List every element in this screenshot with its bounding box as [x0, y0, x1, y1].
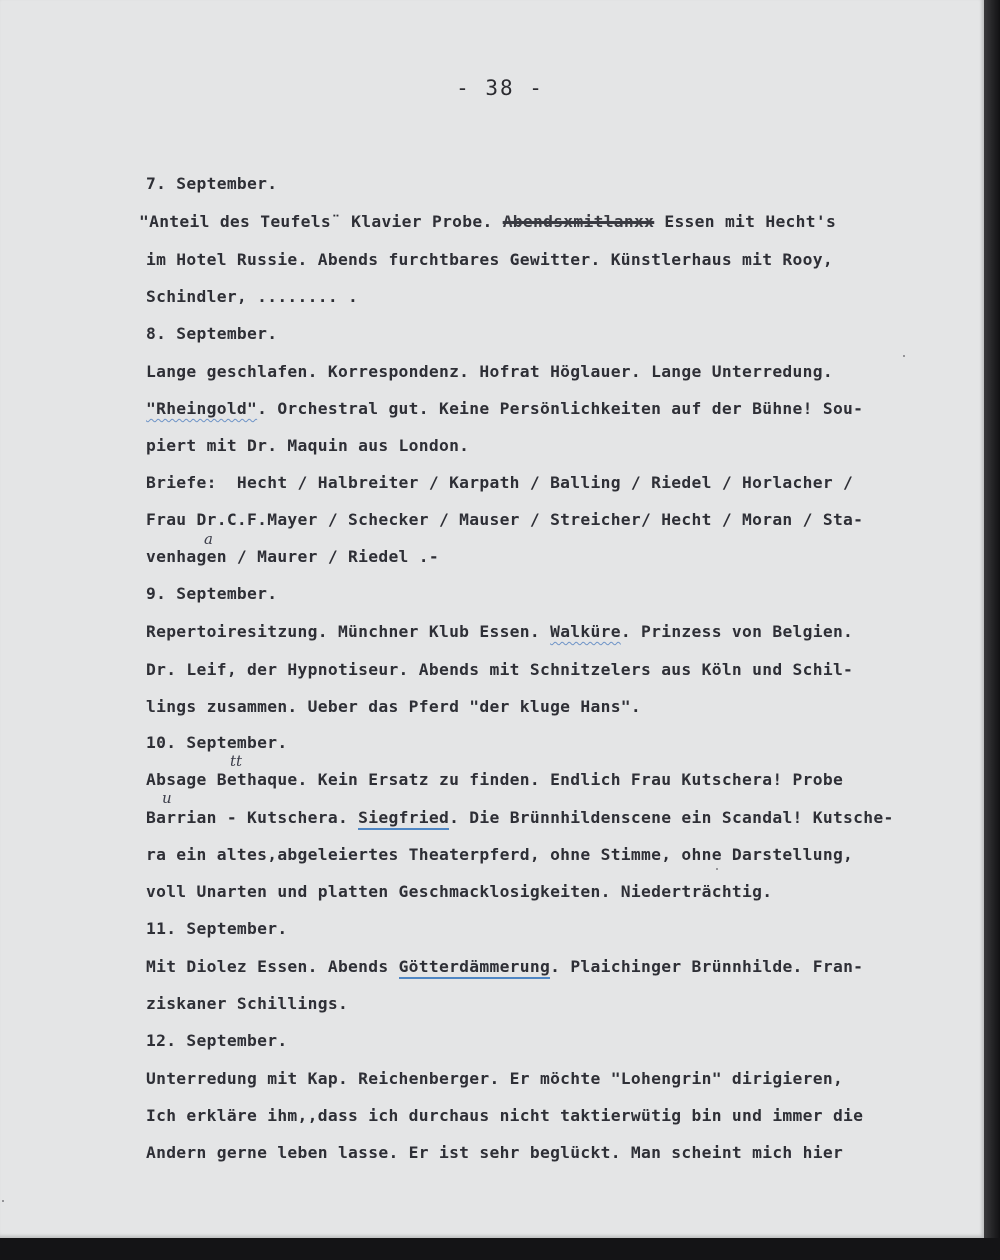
underlined-opera-title: Siegfried — [358, 808, 449, 830]
text-line-8: piert mit Dr. Maquin aus London. — [146, 436, 470, 455]
text-segment: . Plaichinger Brünnhilde. Fran- — [550, 957, 864, 976]
handwritten-correction: u — [162, 789, 172, 807]
text-line-18 — [146, 808, 894, 827]
text-line-6: Lange geschlafen. Korrespondenz. Hofrat Höglauer. Lange Unterredung. — [146, 362, 833, 381]
date-heading-7-september: 7. September. — [146, 174, 278, 193]
text-line-4: Schindler, ........ . — [146, 287, 359, 306]
handwritten-correction: a — [204, 530, 213, 548]
text-line-9: Briefe: Hecht / Halbreiter / Karpath / Balling / Riedel / Horlacher / — [146, 473, 854, 492]
text-segment: Barrian - Kutschera. — [146, 808, 359, 827]
text-line-22 — [146, 957, 863, 976]
date-heading-12-september: 12. September. — [146, 1031, 288, 1050]
text-line-14: Dr. Leif, der Hypnotiseur. Abends mit Schnitzelers aus Köln und Schil- — [146, 660, 854, 679]
struck-out-text: Abendsxmitlanxx — [502, 212, 655, 231]
text-segment: . Die Brünnhildenscene ein Scandal! Kutsche- — [449, 808, 894, 827]
scan-border-right — [984, 0, 1000, 1260]
text-line-10: Frau Dr.C.F.Mayer / Schecker / Mauser / Streicher/ Hecht / Moran / Sta- — [146, 510, 864, 529]
date-heading-8-september: 8. September. — [146, 324, 278, 343]
text-line-13 — [146, 622, 853, 641]
underlined-opera-title: Götterdämmerung — [399, 957, 551, 979]
text-line-3: im Hotel Russie. Abends furchtbares Gewitter. Künstlerhaus mit Rooy, — [146, 250, 833, 269]
handwritten-correction: tt — [230, 752, 243, 770]
text-line-20: voll Unarten und platten Geschmacklosigkeiten. Niederträchtig. — [146, 882, 773, 901]
pencil-mark — [2, 1200, 4, 1202]
pencil-mark — [903, 355, 905, 357]
page-number: - 38 - — [456, 76, 544, 100]
text-line-19: ra ein altes,abgeleiertes Theaterpferd, ohne Stimme, ohne Darstellung, — [146, 845, 854, 864]
text-segment: Essen mit Hecht's — [654, 212, 837, 231]
date-heading-11-september: 11. September. — [146, 919, 288, 938]
text-line-15: lings zusammen. Ueber das Pferd "der kluge Hans". — [146, 697, 642, 716]
text-segment: . Orchestral gut. Keine Persönlichkeiten auf der Bühne! Sou- — [257, 399, 864, 418]
underlined-opera-title: Walküre — [550, 622, 621, 641]
text-line-27: Andern gerne leben lasse. Er ist sehr beglückt. Man scheint mich hier — [146, 1143, 844, 1162]
text-segment: Mit Diolez Essen. Abends — [146, 957, 399, 976]
text-line-23: ziskaner Schillings. — [146, 994, 349, 1013]
text-line-11: venhagen / Maurer / Riedel .- — [146, 547, 439, 566]
text-line-7 — [146, 399, 863, 418]
date-heading-9-september: 9. September. — [146, 584, 278, 603]
underlined-opera-title: "Rheingold" — [146, 399, 258, 418]
text-line-2 — [139, 212, 836, 231]
date-heading-10-september: 10. September. — [146, 733, 288, 752]
text-segment: Repertoiresitzung. Münchner Klub Essen. — [146, 622, 551, 641]
text-segment: "Anteil des Teufels¨ Klavier Probe. — [139, 212, 503, 231]
text-line-17: Absage Bethaque. Kein Ersatz zu finden. Endlich Frau Kutschera! Probe — [146, 770, 844, 789]
text-segment: . Prinzess von Belgien. — [620, 622, 854, 641]
scan-border-bottom — [0, 1238, 1000, 1260]
pencil-mark — [716, 868, 718, 870]
text-line-25: Unterredung mit Kap. Reichenberger. Er möchte "Lohengrin" dirigieren, — [146, 1069, 844, 1088]
text-line-26: Ich erkläre ihm,,dass ich durchaus nicht taktierwütig bin und immer die — [146, 1106, 864, 1125]
